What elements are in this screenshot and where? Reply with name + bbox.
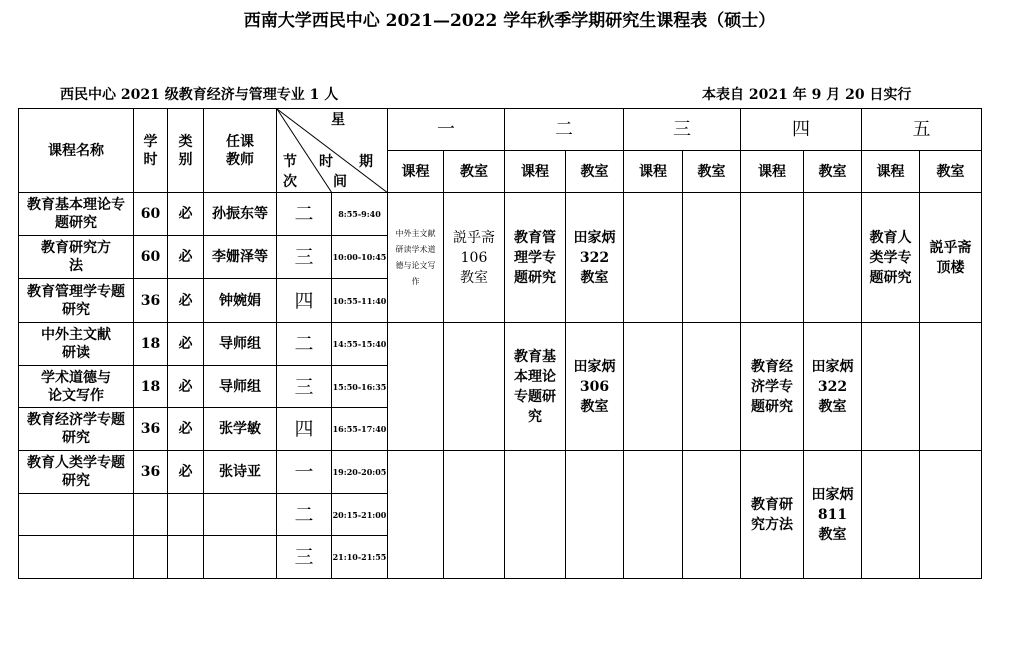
course-type: 必 — [168, 193, 204, 236]
session-time: 15:50-16:35 — [332, 366, 388, 408]
thu-afternoon-course: 教育经济学专题研究 — [741, 323, 804, 451]
thu-course-header: 课程 — [741, 151, 804, 193]
course-teacher: 李姗泽等 — [204, 236, 277, 279]
day-header-tue: 二 — [505, 109, 624, 151]
course-teacher: 张诗亚 — [204, 451, 277, 494]
header-hours: 学时 — [134, 109, 168, 193]
course-name: 教育经济学专题研究 — [19, 408, 134, 451]
course-hours: 36 — [134, 451, 168, 494]
course-name: 学术道德与论文写作 — [19, 366, 134, 408]
course-type: 必 — [168, 323, 204, 366]
day-header-mon: 一 — [388, 109, 505, 151]
page-title: 西南大学西民中心 2021—2022 学年秋季学期研究生课程表（硕士） — [243, 11, 776, 31]
diag-jian: 间 — [333, 174, 347, 190]
wed-room-header: 教室 — [683, 151, 741, 193]
session-time: 21:10-21:55 — [332, 536, 388, 579]
tue-afternoon-room: 田家炳 306 教室 — [566, 323, 624, 451]
course-name: 教育研究方法 — [19, 236, 134, 279]
course-teacher: 张学敏 — [204, 408, 277, 451]
day-header-thu: 四 — [741, 109, 862, 151]
course-type: 必 — [168, 279, 204, 323]
course-hours — [134, 536, 168, 579]
course-teacher — [204, 536, 277, 579]
session-time: 19:20-20:05 — [332, 451, 388, 494]
wed-morning-course — [624, 193, 683, 323]
session-number: 二 — [277, 323, 332, 366]
wed-morning-room — [683, 193, 741, 323]
course-type — [168, 536, 204, 579]
course-hours: 18 — [134, 366, 168, 408]
course-type: 必 — [168, 408, 204, 451]
course-teacher: 钟婉娟 — [204, 279, 277, 323]
table-row — [19, 193, 982, 236]
header-course-name: 课程名称 — [19, 109, 134, 193]
wed-evening-course — [624, 451, 683, 579]
session-number: 一 — [277, 451, 332, 494]
fri-morning-course: 教育人类学专题研究 — [862, 193, 920, 323]
course-name: 中外主文献研读 — [19, 323, 134, 366]
course-hours: 60 — [134, 193, 168, 236]
mon-course-header: 课程 — [388, 151, 444, 193]
fri-afternoon-room — [920, 323, 982, 451]
fri-room-header: 教室 — [920, 151, 982, 193]
tue-morning-room: 田家炳 322 教室 — [566, 193, 624, 323]
thu-afternoon-room: 田家炳 322 教室 — [804, 323, 862, 451]
course-name: 教育管理学专题研究 — [19, 279, 134, 323]
course-name — [19, 536, 134, 579]
session-number: 二 — [277, 193, 332, 236]
mon-morning-room: 説乎斋 106 教室 — [444, 193, 505, 323]
header-type: 类别 — [168, 109, 204, 193]
thu-evening-room: 田家炳 811 教室 — [804, 451, 862, 579]
fri-course-header: 课程 — [862, 151, 920, 193]
session-number: 二 — [277, 494, 332, 536]
session-number: 三 — [277, 536, 332, 579]
effective-date: 本表自 2021 年 9 月 20 日实行 — [702, 87, 912, 103]
mon-afternoon-course — [388, 323, 444, 451]
session-time: 10:00-10:45 — [332, 236, 388, 279]
course-teacher: 导师组 — [204, 366, 277, 408]
table-row — [19, 451, 982, 494]
course-teacher: 孙振东等 — [204, 193, 277, 236]
diag-ci: 次 — [283, 174, 297, 190]
course-name — [19, 494, 134, 536]
course-type: 必 — [168, 236, 204, 279]
header-diagonal-cell — [277, 109, 388, 193]
fri-evening-course — [862, 451, 920, 579]
tue-morning-course: 教育管理学专题研究 — [505, 193, 566, 323]
course-type: 必 — [168, 451, 204, 494]
wed-afternoon-room — [683, 323, 741, 451]
mon-room-header: 教室 — [444, 151, 505, 193]
session-time: 14:55-15:40 — [332, 323, 388, 366]
tue-afternoon-course: 教育基本理论专题研究 — [505, 323, 566, 451]
mon-afternoon-room — [444, 323, 505, 451]
diag-jie: 节 — [283, 154, 297, 170]
tue-evening-room — [566, 451, 624, 579]
session-time: 10:55-11:40 — [332, 279, 388, 323]
session-number: 三 — [277, 366, 332, 408]
mon-evening-course — [388, 451, 444, 579]
wed-afternoon-course — [624, 323, 683, 451]
course-hours: 36 — [134, 279, 168, 323]
fri-afternoon-course — [862, 323, 920, 451]
diag-shi: 时 — [319, 154, 333, 170]
course-type: 必 — [168, 366, 204, 408]
day-header-fri: 五 — [862, 109, 982, 151]
wed-evening-room — [683, 451, 741, 579]
course-hours: 36 — [134, 408, 168, 451]
tue-room-header: 教室 — [566, 151, 624, 193]
fri-morning-room: 説乎斋顶楼 — [920, 193, 982, 323]
course-name: 教育人类学专题研究 — [19, 451, 134, 494]
tue-course-header: 课程 — [505, 151, 566, 193]
mon-evening-room — [444, 451, 505, 579]
session-number: 四 — [277, 279, 332, 323]
course-teacher — [204, 494, 277, 536]
course-teacher: 导师组 — [204, 323, 277, 366]
course-hours: 60 — [134, 236, 168, 279]
session-time: 16:55-17:40 — [332, 408, 388, 451]
course-type — [168, 494, 204, 536]
course-hours — [134, 494, 168, 536]
thu-room-header: 教室 — [804, 151, 862, 193]
thu-morning-room — [804, 193, 862, 323]
session-number: 四 — [277, 408, 332, 451]
session-time: 8:55-9:40 — [332, 193, 388, 236]
course-hours: 18 — [134, 323, 168, 366]
thu-evening-course: 教育研究方法 — [741, 451, 804, 579]
session-time: 20:15-21:00 — [332, 494, 388, 536]
tue-evening-course — [505, 451, 566, 579]
day-header-wed: 三 — [624, 109, 741, 151]
fri-evening-room — [920, 451, 982, 579]
course-name: 教育基本理论专题研究 — [19, 193, 134, 236]
session-number: 三 — [277, 236, 332, 279]
diag-star: 星 — [331, 112, 345, 128]
diag-qi: 期 — [359, 154, 373, 170]
table-row — [19, 323, 982, 366]
schedule-table — [18, 108, 982, 579]
thu-morning-course — [741, 193, 804, 323]
wed-course-header: 课程 — [624, 151, 683, 193]
mon-morning-course: 中外主文献研读学术道德与论文写作 — [388, 193, 444, 323]
program-info: 西民中心 2021 级教育经济与管理专业 1 人 — [60, 87, 339, 103]
header-teacher: 任课教师 — [204, 109, 277, 193]
